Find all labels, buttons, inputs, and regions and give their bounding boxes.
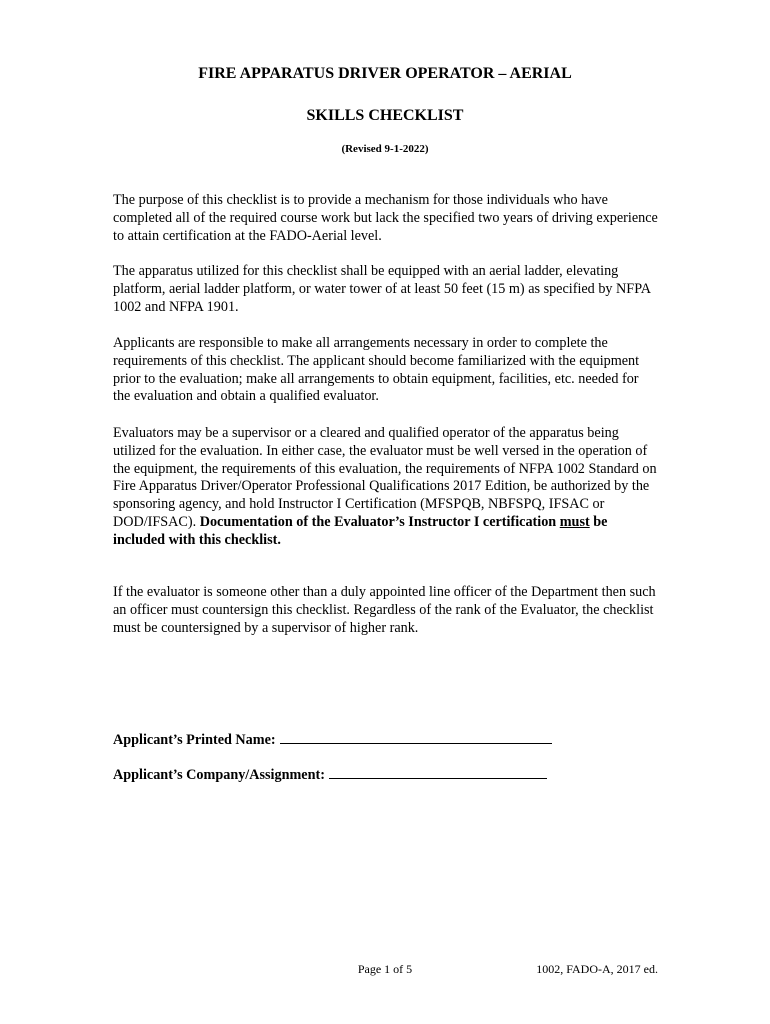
printed-name-field[interactable] [280,729,552,744]
document-title: FIRE APPARATUS DRIVER OPERATOR – AERIAL [198,65,572,82]
page-number: Page 1 of 5 [357,962,413,976]
printed-name-line [113,729,552,749]
documentation-text-a: Documentation of the Evaluator’s Instructor I certification [199,513,560,530]
paragraph-applicants: Applicants are responsible to make all arrangements necessary in order to complete the requirements of this checklist. The applicant should become familiarized with the equipment prior to the evaluation; make all arrangements to obtain equipment, facilities, etc. needed for the evaluation and obtain a qualified evaluator. [113,335,640,405]
document-reference: 1002, FADO-A, 2017 ed. [536,962,658,976]
company-assignment-line [113,764,547,784]
paragraph-apparatus: The apparatus utilized for this checklist shall be equipped with an aerial ladder, elevating platform, aerial ladder platform, or water tower of at least 50 feet (15 m) as specified by NFPA 1002 and NFPA 1901. [113,263,651,315]
printed-name-label: Applicant’s Printed Name: [113,732,276,748]
documentation-text-b: be included with this checklist. [113,513,608,548]
paragraph-evaluators [113,425,658,550]
document-subtitle: SKILLS CHECKLIST [306,107,464,124]
company-assignment-label: Applicant’s Company/Assignment: [113,767,325,783]
evaluators-text: Evaluators may be a supervisor or a cleared and qualified operator of the apparatus being utilized for the evaluation. In either case, the evaluator must be well versed in the operation of the equipment, the requirements of this evaluation, the requirements of NFPA 1002 Standard on Fire Apparatus Driver/Operator Professional Qualifications 2017 Edition, be authorized by the sponsoring agency, and hold Instructor I Certification (MFSPQB, NBFSPQ, IFSAC or DOD/IFSAC). [113,425,657,530]
revision-date: (Revised 9-1-2022) [341,143,429,155]
paragraph-purpose: The purpose of this checklist is to provide a mechanism for those individuals who have completed all of the required course work but lack the specified two years of driving experience to attain certification at the FADO-Aerial level. [113,192,658,244]
company-assignment-field[interactable] [329,764,547,779]
paragraph-countersign: If the evaluator is someone other than a duly appointed line officer of the Department then such an officer must countersign this checklist. Regardless of the rank of the Evaluator, the checklist must be countersigned by a supervisor of higher rank. [113,584,656,636]
documentation-must: must [559,513,590,530]
